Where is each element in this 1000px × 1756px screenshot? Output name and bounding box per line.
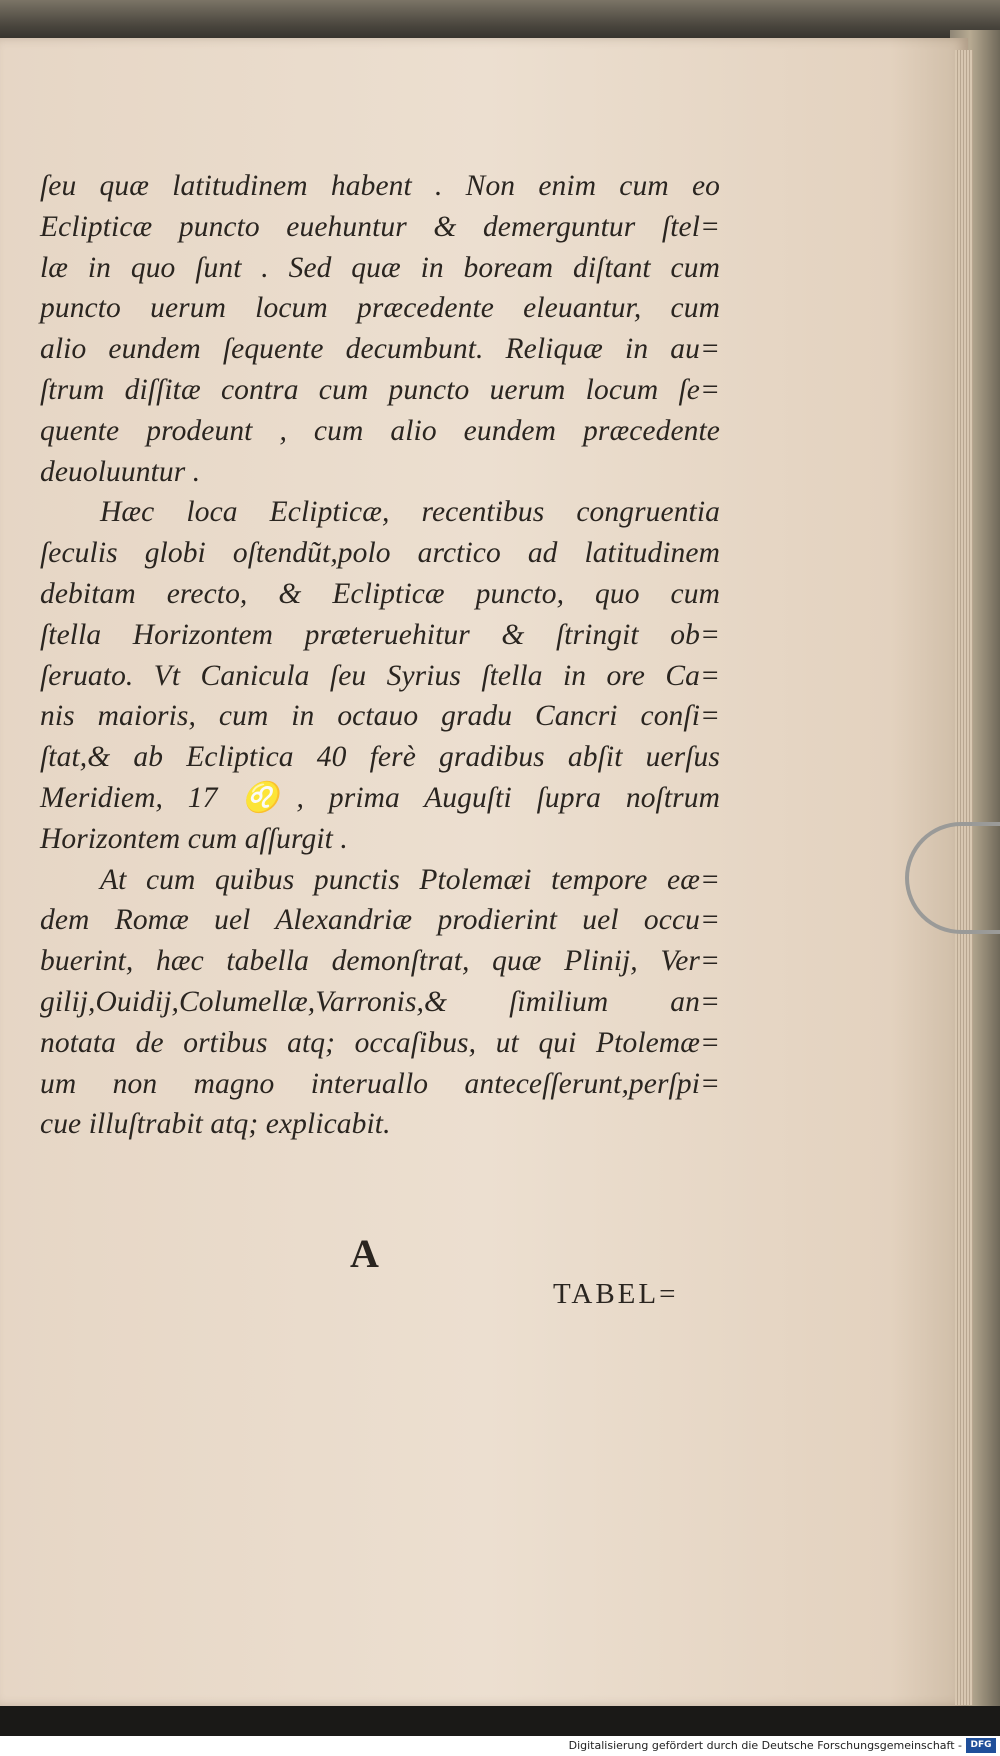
text-line: ſtrum diſſitæ contra cum puncto uerum locum ſe=: [40, 373, 720, 406]
body-text: [40, 166, 720, 1145]
text-line: cue illuſtrabit atq; explicabit.: [40, 1108, 391, 1141]
signature-mark: A: [350, 1231, 379, 1276]
catchword: TABEL=: [553, 1278, 679, 1310]
text-line: Hæc loca Eclipticæ, recentibus congruentia: [100, 496, 720, 529]
text-line: ſeculis globi oſtendũt,polo arctico ad latitudinem: [40, 537, 720, 570]
text-line: alio eundem ſequente decumbunt. Reliquæ in au=: [40, 333, 720, 366]
text-line: buerint, hæc tabella demonſtrat, quæ Plinij, Ver=: [40, 945, 720, 978]
text-line: ſeu quæ latitudinem habent . Non enim cum eo: [40, 170, 720, 202]
text-line: quente prodeunt , cum alio eundem præcedente: [40, 414, 720, 447]
scan-bottom-border: [0, 1706, 1000, 1736]
text-line: Horizontem cum aſſurgit .: [40, 822, 348, 855]
text-line: nis maioris, cum in octauo gradu Cancri conſi=: [40, 700, 720, 733]
book-page: [0, 38, 968, 1706]
text-line: ſtat,& ab Ecliptica 40 ferè gradibus abſit uerſus: [40, 741, 720, 774]
footer-bar: [0, 1736, 1000, 1756]
dfg-logo-icon: DFG: [966, 1738, 996, 1753]
text-line: ſeruato. Vt Canicula ſeu Syrius ſtella in ore Ca=: [40, 659, 720, 692]
paragraph-1: [40, 166, 720, 492]
text-line: Meridiem, 17 ♌, prima Auguſti ſupra noſtrum: [40, 781, 720, 814]
text-line: puncto uerum locum præcedente eleuantur, cum: [40, 292, 720, 325]
text-line: dem Romæ uel Alexandriæ prodierint uel occu=: [40, 904, 720, 937]
paragraph-3: [40, 860, 720, 1146]
text-line: debitam erecto, & Eclipticæ puncto, quo cum: [40, 577, 720, 610]
text-line: notata de ortibus atq; occaſibus, ut qui Ptolemæ=: [40, 1026, 720, 1059]
text-line: um non magno interuallo anteceſſerunt,perſpi=: [40, 1067, 720, 1100]
text-line: læ in quo ſunt . Sed quæ in boream diſtant cum: [40, 251, 720, 284]
text-line: ſtella Horizontem præteruehitur & ſtringit ob=: [40, 618, 720, 651]
text-line: Eclipticæ puncto euehuntur & demerguntur ſtel=: [40, 210, 720, 243]
text-line: deuoluuntur .: [40, 455, 201, 488]
text-line: gilij,Ouidij,Columellæ,Varronis,& ſimilium an=: [40, 985, 720, 1018]
text-line: At cum quibus punctis Ptolemæi tempore eæ=: [100, 863, 720, 896]
footer-credit: Digitalisierung gefördert durch die Deutsche Forschungsgemeinschaft -: [568, 1739, 962, 1752]
paragraph-2: [40, 492, 720, 859]
